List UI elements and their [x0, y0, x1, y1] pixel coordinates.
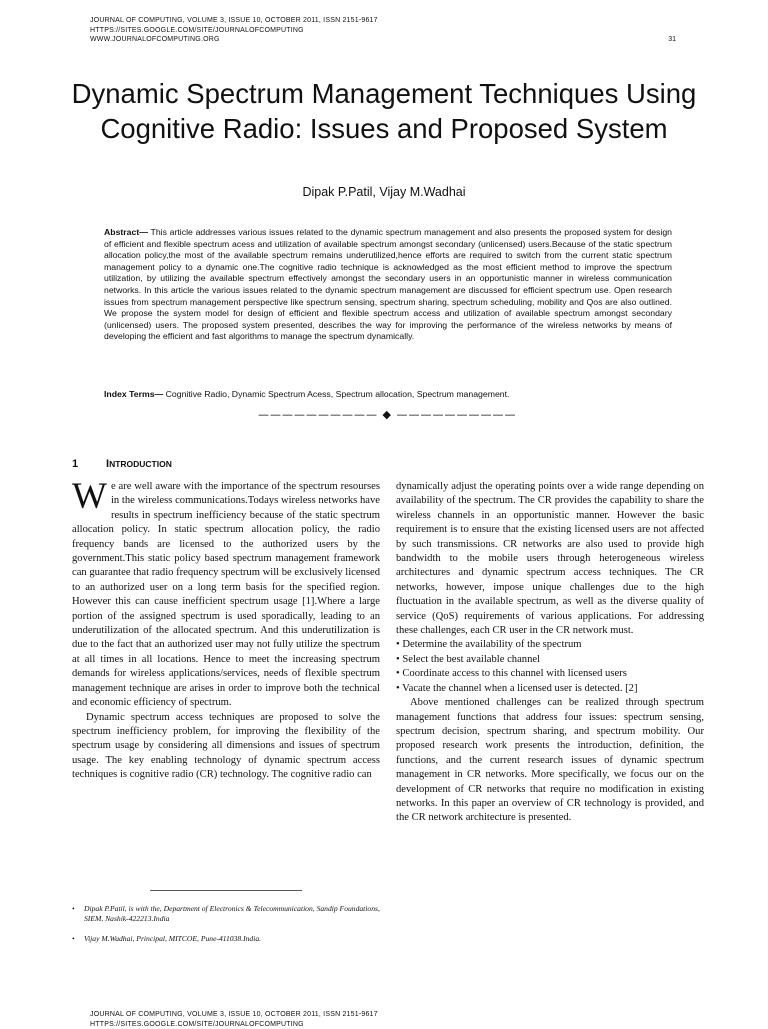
journal-footer-line-2: HTTPS://SITES.GOOGLE.COM/SITE/JOURNALOFCOMPUTING — [90, 1020, 378, 1029]
bullet-icon: • — [72, 904, 75, 914]
right-column — [396, 480, 704, 826]
paragraph-text: e are well aware with the importance of the spectrum resourses in the wireless communications.Todays wireless networks have results in spectrum inefficiency because of the static spectrum allocation policy. In static spectrum allocation policy, the radio frequency bands are licensed to the authorized users by the government.This static policy based spectrum management framework can guarantee that radio frequency spectrum will be exclusively licensed to an authorized user on a long term basis for the specified region. However this can cause inefficient spectrum usage [1].Where a large portion of the assigned spectrum is used sporadically, leading to an underutilization of the allocated spectrum. And this underutilization is due to the fact that an authorized user may not fully utilize the spectrum at all times in all locations. Hence to meet the increasing spectrum demands for wireless applications/services, needs of flexible spectrum management technique are arises in order to improve both the technical and economic efficiency of spectrum. — [72, 481, 380, 708]
journal-header-line-1: JOURNAL OF COMPUTING, VOLUME 3, ISSUE 10, OCTOBER 2011, ISSN 2151-9617 — [90, 16, 378, 26]
footnote-rule — [150, 890, 302, 891]
paper-authors: Dipak P.Patil, Vijay M.Wadhai — [60, 185, 708, 199]
list-item: • Select the best available channel — [396, 653, 704, 667]
requirements-list — [396, 638, 704, 696]
section-heading — [72, 458, 172, 470]
footnote — [72, 934, 380, 944]
left-column — [72, 480, 380, 783]
section-title-rest: NTRODUCTION — [109, 459, 172, 469]
paragraph: dynamically adjust the operating points over a wide range depending on availability of the spectrum. The CR provides the capability to share the wireless channels in an opportunistic manner. However the basic requirement is to ensure that the existing licensed users are not affected by such transmissions. CR networks are also used to provide high bandwidth to the mobile users through heterogeneous wireless architectures and dynamic spectrum access techniques. The CR networks, however, impose unique challenges due to the high fluctuation in the available spectrum, as well as the diverse quality of service (QoS) requirements of various applications. For addressing these challenges, each CR user in the CR network must. — [396, 480, 704, 638]
abstract-text: This article addresses various issues related to the dynamic spectrum management and also presents the proposed system for design of efficient and flexible spectrum acess and utilization of available spectrum amongst secondary (unlicensed) users.Because of the static spectrum allocation policy,the most of the available spectrum remains underutilized,hence efforts are required to switch from the current static spectrum management policy to a dynamic one.The cognitive radio technique is acknowledged as the most efficient method to improve the spectrum utilization, by utilizing the available spectrum effectively amongst the secondary users in an opportunistic manner in wireless communication networks. In this article the various issues related to the dynamic spectrum management are discussed for efficient spectrum use. Open research issues from spectrum management perspective like spectrum sensing, spectrum sharing, spectrum scheduling, mobility and Qos are also outlined. We propose the system model for design of efficient and flexible spectrum access and utilization of available spectrum amongst secondary (unlicensed) users. The proposed system presented, describes the way for improving the performance of the wireless networks by means of developing the efficient and fast algorithms to manage the spectrum dynamically. — [104, 227, 672, 341]
paragraph: Above mentioned challenges can be realized through spectrum management functions that address four issues: spectrum sensing, spectrum decision, spectrum sharing, and spectrum mobility. Our proposed research work presents the introduction, definition, the functions, and the current research issues of dynamic spectrum management in CR networks. More specifically, we focus our on the development of CR networks that require no modification in existing networks. In this paper an overview of CR technology is provided, and the CR network architecture is presented. — [396, 696, 704, 826]
index-terms-label: Index Terms— — [104, 389, 163, 399]
drop-cap: W — [72, 482, 107, 512]
paragraph: Dynamic spectrum access techniques are proposed to solve the spectrum inefficiency problem, for improving the flexibility of the spectrum usage by considering all dimensions and issues of spectrum usage. The key enabling technology of dynamic spectrum access techniques is cognitive radio (CR) technology. The cognitive radio can — [72, 711, 380, 783]
footnote-text: Vijay M.Wadhai, Principal, MITCOE, Pune-411038.India. — [84, 934, 380, 944]
section-divider: —————————— ◆ —————————— — [258, 408, 516, 421]
journal-footer-line-1: JOURNAL OF COMPUTING, VOLUME 3, ISSUE 10, OCTOBER 2011, ISSN 2151-9617 — [90, 1010, 378, 1020]
section-number: 1 — [72, 458, 106, 470]
index-terms-text: Cognitive Radio, Dynamic Spectrum Acess, Spectrum allocation, Spectrum management. — [163, 389, 509, 399]
footnote — [72, 904, 380, 924]
paper-title: Dynamic Spectrum Management Techniques Using Cognitive Radio: Issues and Proposed System — [60, 76, 708, 146]
journal-footer — [90, 1010, 378, 1029]
footnote-text: Dipak P.Patil, is with the, Department of Electronics & Telecommunication, Sandip Foundations, SIEM, Nashik-422213.India — [84, 904, 380, 924]
journal-header-line-3: WWW.JOURNALOFCOMPUTING.ORG — [90, 35, 378, 45]
journal-header-line-2: HTTPS://SITES.GOOGLE.COM/SITE/JOURNALOFCOMPUTING — [90, 26, 378, 36]
paragraph — [72, 480, 380, 711]
page-number: 31 — [668, 36, 676, 43]
list-item: • Vacate the channel when a licensed user is detected. [2] — [396, 682, 704, 696]
list-item: • Determine the availability of the spectrum — [396, 638, 704, 652]
abstract-label: Abstract— — [104, 227, 148, 237]
abstract — [104, 227, 672, 343]
bullet-icon: • — [72, 934, 75, 944]
list-item: • Coordinate access to this channel with licensed users — [396, 667, 704, 681]
section-title-initial: I — [106, 458, 109, 470]
journal-header — [90, 16, 378, 45]
index-terms — [104, 389, 672, 399]
